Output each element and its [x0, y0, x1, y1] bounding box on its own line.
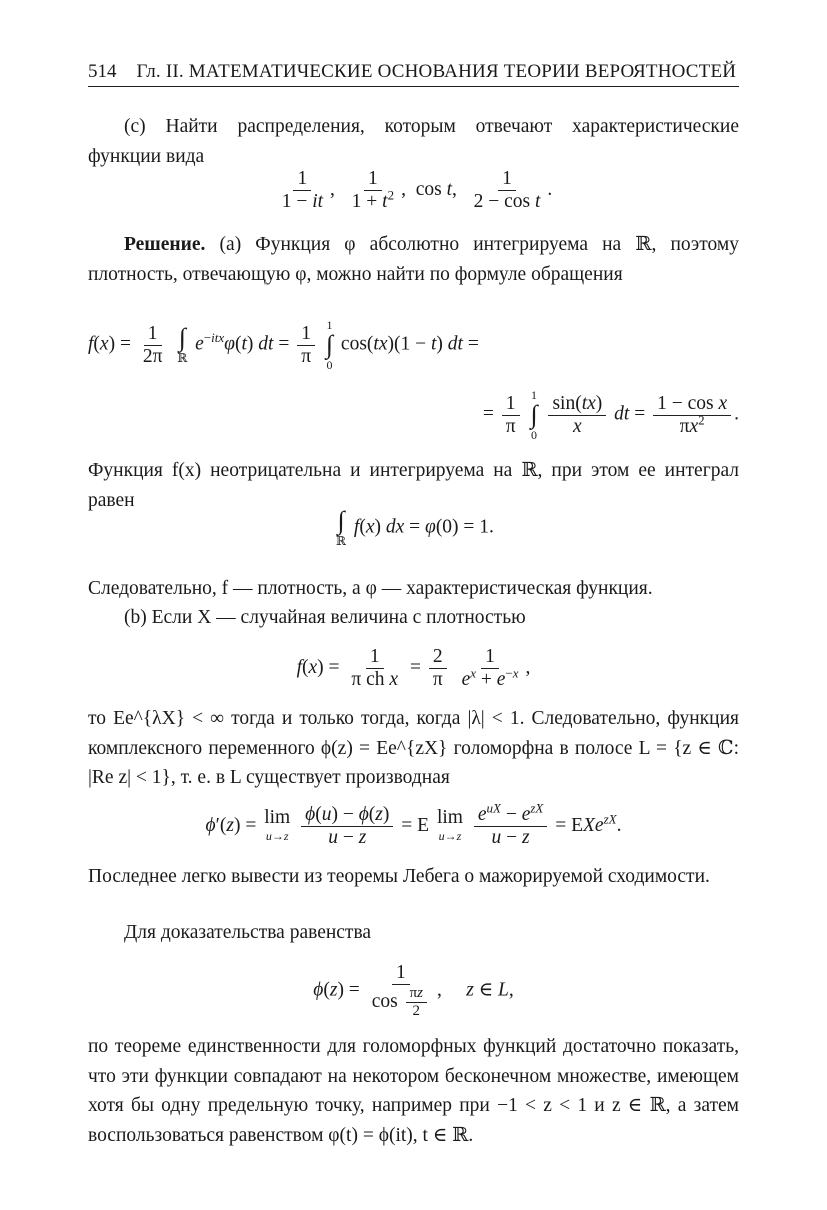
formula-density: f(x) = $\frac{1}{\text{π ch x}}$ = $\frac{2}{\pi}$ $\frac{1}{e^x + e^{-x}}$ ,: [296, 646, 531, 690]
formula-integral-equals-one: ∫ ℝ f(x) dx = φ(0) = 1.: [336, 506, 494, 548]
formula-char-functions: $\frac{1}{1 - it}$ , $\frac{1}{1 + t^2}$ , cos t, $\frac{1}{\text{2 − cos t}}$ .: [281, 168, 553, 212]
formula-phi-equals: ϕ(z) = 1 cos $\frac{\pi z}{2}$ , z ∈ L,: [313, 962, 514, 1019]
lebesgue-text: Последнее легко вывести из теоремы Лебега о мажорируемой сходимости.: [88, 866, 710, 887]
conclusion-text: Следовательно, f — плотность, а φ — характеристическая функция.: [88, 578, 653, 599]
chapter-title: Гл. II. МАТЕМАТИЧЕСКИЕ ОСНОВАНИЯ ТЕОРИИ ВЕРОЯТНОСТЕЙ: [136, 60, 737, 82]
formula-inversion-line1: f(x) = $\frac{1}{2\pi}$ ∫ ℝ $e^{-itx}\varphi(t)$ dt = $\frac{1}{\pi}$ 1 ∫ 0 cos(tx)(1 − t) dt =: [88, 318, 479, 372]
after-formula-text: Функция f(x) неотрицательна и интегрируема на ℝ, при этом ее интеграл равен: [88, 460, 739, 511]
page-number: 514: [88, 60, 117, 82]
problem-c-text: (c) Найти распределения, которым отвечают характеристические функции вида: [88, 116, 739, 167]
formula-derivative: ϕ′(z) = lim u→z $\frac{\phi(u) - \phi(z)}{u - z}$ = E lim u→z $e^{uX} - e^{zX}$ u − z = EXe$^{zX}$.: [205, 800, 622, 848]
part-b-intro: (b) Если X — случайная величина с плотностью: [124, 607, 526, 628]
solution-part-a: [88, 230, 739, 289]
proof-intro: Для доказательства равенства: [124, 922, 372, 943]
formula-inversion-line2: = $\frac{1}{\pi}$ 1 ∫ 0 $\frac{\sin(tx)}{x}$ dt = $\frac{\text{1 − cos x}}{\pi x^2}$ .: [482, 388, 739, 442]
final-text: по теореме единственности для голоморфных функций достаточно показать, что эти функции совпадают на некотором бесконечном множестве, имеющем хотя бы одну предельную точку, например при −1 < z < 1 и z ∈ ℝ, а затем воспользоваться равенством φ(t) = ϕ(it), t ∈ ℝ.: [88, 1036, 739, 1146]
part-b-text: то Ee^{λX} < ∞ тогда и только тогда, когда |λ| < 1. Следовательно, функция комплексного переменного ϕ(z) = Ee^{zX} голоморфна в полосе L = {z ∈ ℂ: |Re z| < 1}, т. е. в L существует производная: [88, 708, 739, 788]
running-header: [88, 56, 739, 87]
solution-part-a-text: (a) Функция φ абсолютно интегрируема на ℝ, поэтому плотность, отвечающую φ, можно найти по формуле обращения: [88, 234, 739, 285]
solution-label: Решение.: [124, 234, 206, 255]
